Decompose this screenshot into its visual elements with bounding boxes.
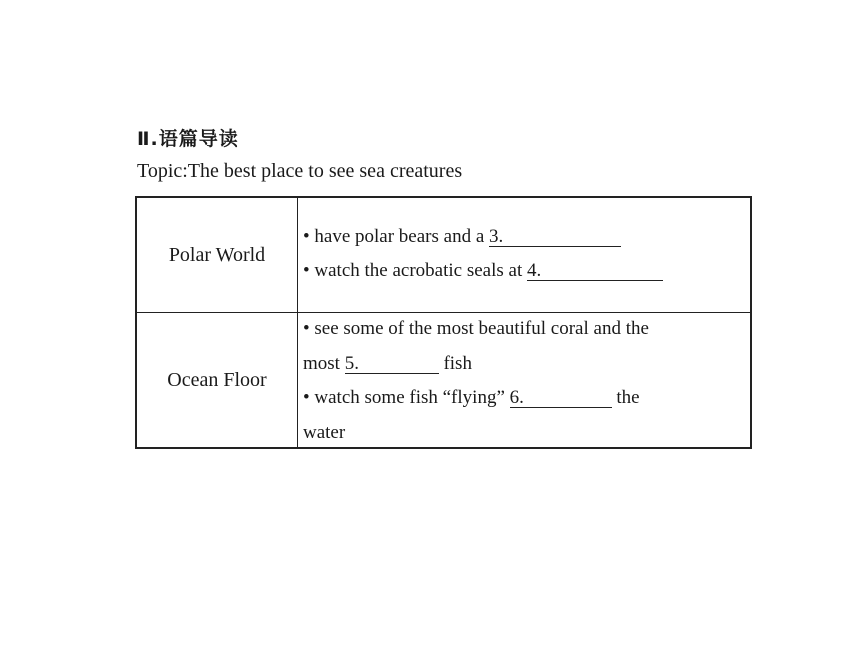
answer-blank-5[interactable] (345, 353, 439, 374)
answer-blank-4[interactable] (527, 260, 663, 281)
bullet-line (303, 226, 621, 248)
bullet-line (303, 422, 345, 444)
line-text: • watch the acrobatic seals at (303, 260, 527, 281)
row-label: Polar World (168, 243, 266, 266)
table-row-ocean-floor (137, 313, 750, 447)
bullet-line (303, 387, 640, 409)
line-text: • watch some fish “flying” (303, 387, 510, 408)
line-text: most (303, 353, 345, 374)
row-content (303, 198, 746, 312)
line-text: • see some of the most beautiful coral and the (303, 318, 649, 339)
blank-number: 5. (344, 353, 359, 374)
row-content (303, 313, 746, 447)
bullet-line (303, 353, 472, 375)
row-label: Ocean Floor (167, 368, 267, 391)
section-heading: Ⅱ.语篇导读 (137, 128, 239, 150)
column-divider (297, 313, 298, 447)
line-text: fish (438, 353, 472, 374)
line-text: water (303, 422, 346, 443)
blank-number: 6. (509, 387, 524, 408)
bullet-line (303, 260, 663, 282)
blank-number: 4. (527, 260, 542, 281)
topic-line: Topic:The best place to see sea creatures (137, 160, 463, 182)
column-divider (297, 198, 298, 312)
reading-guide-table (135, 196, 752, 449)
bullet-line (303, 318, 649, 340)
line-text: the (611, 387, 640, 408)
blank-number: 3. (489, 226, 504, 247)
table-row-polar-world (137, 198, 750, 313)
answer-blank-6[interactable] (510, 387, 612, 408)
answer-blank-3[interactable] (489, 226, 621, 247)
line-text: • have polar bears and a (303, 226, 490, 247)
